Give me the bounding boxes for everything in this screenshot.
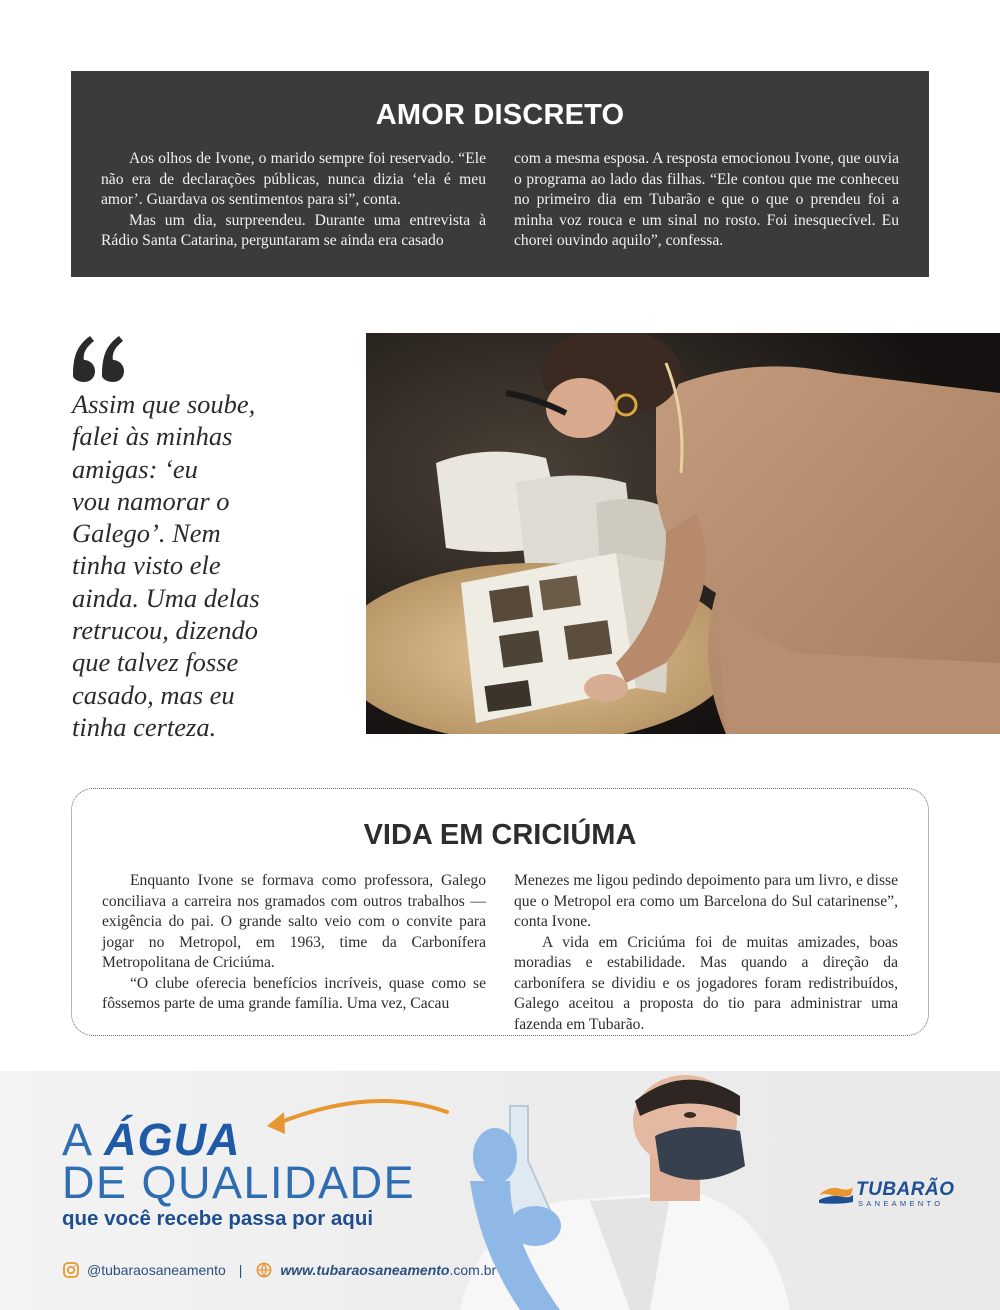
photo-woman-viewing-album bbox=[366, 333, 1000, 734]
instagram-handle[interactable]: @tubaraosaneamento bbox=[87, 1262, 226, 1278]
ad-subline: que você recebe passa por aqui bbox=[62, 1207, 374, 1230]
ad-headline-line2: DE QUALIDADE bbox=[62, 1157, 416, 1208]
footer-separator: | bbox=[238, 1262, 243, 1278]
amor-discreto-paragraph: Aos olhos de Ivone, o marido sempre foi reservado. “Ele não era de declarações públicas, nunca dizia ‘ela é meu amor’. Guardava os sentimentos para si”, conta. bbox=[101, 150, 486, 208]
vida-em-criciuma-right-column bbox=[514, 871, 898, 1035]
instagram-icon[interactable] bbox=[62, 1261, 80, 1279]
amor-discreto-box bbox=[71, 71, 929, 277]
amor-discreto-paragraph: com a mesma esposa. A resposta emocionou Ivone, que ouvia o programa ao lado das filhas. “Ele contou que me conheceu no primeiro dia em Tubarão e que o que o prendeu foi a minha voz rouca e um sinal no rosto. Foi inesquecível. Eu chorei ouvindo aquilo”, confessa. bbox=[514, 150, 899, 249]
quote-mark-icon bbox=[70, 318, 130, 388]
amor-discreto-paragraph: Mas um dia, surpreendeu. Durante uma entrevista à Rádio Santa Catarina, perguntaram se ainda era casado bbox=[101, 211, 486, 249]
vida-em-criciuma-box bbox=[71, 788, 929, 1036]
website-prefix: www. bbox=[280, 1262, 317, 1278]
website-brand: tubaraosaneamento bbox=[316, 1262, 450, 1278]
website-suffix: .com.br bbox=[449, 1262, 497, 1278]
vida-em-criciuma-paragraph: Menezes me ligou pedindo depoimento para um livro, e disse que o Metropol era como um Barcelona do Sul catarinense”, conta Ivone. bbox=[514, 872, 898, 930]
ad-headline-a: A bbox=[62, 1114, 91, 1165]
amor-discreto-right-column bbox=[514, 149, 899, 252]
logo-wordmark: TUBARÃO bbox=[856, 1179, 955, 1200]
vida-em-criciuma-paragraph: A vida em Criciúma foi de muitas amizades, boas moradias e estabilidade. Mas quando a direção da carbonífera se dividiu e os jogadores foram redistribuídos, Galego aceitou a proposta do tio para administrar uma fazenda em Tubarão. bbox=[514, 933, 898, 1033]
ad-headline-agua: ÁGUA bbox=[104, 1114, 241, 1165]
amor-discreto-columns bbox=[101, 149, 899, 252]
vida-em-criciuma-columns bbox=[102, 871, 898, 1035]
vida-em-criciuma-title: VIDA EM CRICIÚMA bbox=[363, 819, 637, 851]
website-link[interactable] bbox=[280, 1262, 496, 1278]
pull-quote-text: Assim que soube, falei às minhas amigas: ‘eu vou namorar o Galego’. Nem tinha visto ele ainda. Uma delas retrucou, dizendo que talvez fosse casado, mas eu tinha certeza. bbox=[72, 389, 260, 742]
arrow-icon bbox=[262, 1090, 452, 1138]
logo-subtitle: SANEAMENTO bbox=[858, 1199, 944, 1208]
amor-discreto-left-column bbox=[101, 149, 486, 252]
vida-em-criciuma-paragraph: “O clube oferecia benefícios incríveis, quase como se fôssemos parte de uma grande família. Uma vez, Cacau bbox=[102, 974, 486, 1012]
amor-discreto-title: AMOR DISCRETO bbox=[375, 99, 625, 131]
globe-icon bbox=[255, 1261, 273, 1279]
vida-em-criciuma-paragraph: Enquanto Ivone se formava como professora, Galego conciliava a carreira nos gramados com outros trabalhos — exigência do pai. O grande salto veio com o convite para jogar no Metropol, em 1963, time da Carbonífera Metropolitana de Criciúma. bbox=[102, 872, 486, 971]
vida-em-criciuma-left-column bbox=[102, 871, 486, 1035]
ad-footer bbox=[62, 1259, 496, 1281]
tubarao-logo-icon bbox=[817, 1181, 855, 1205]
